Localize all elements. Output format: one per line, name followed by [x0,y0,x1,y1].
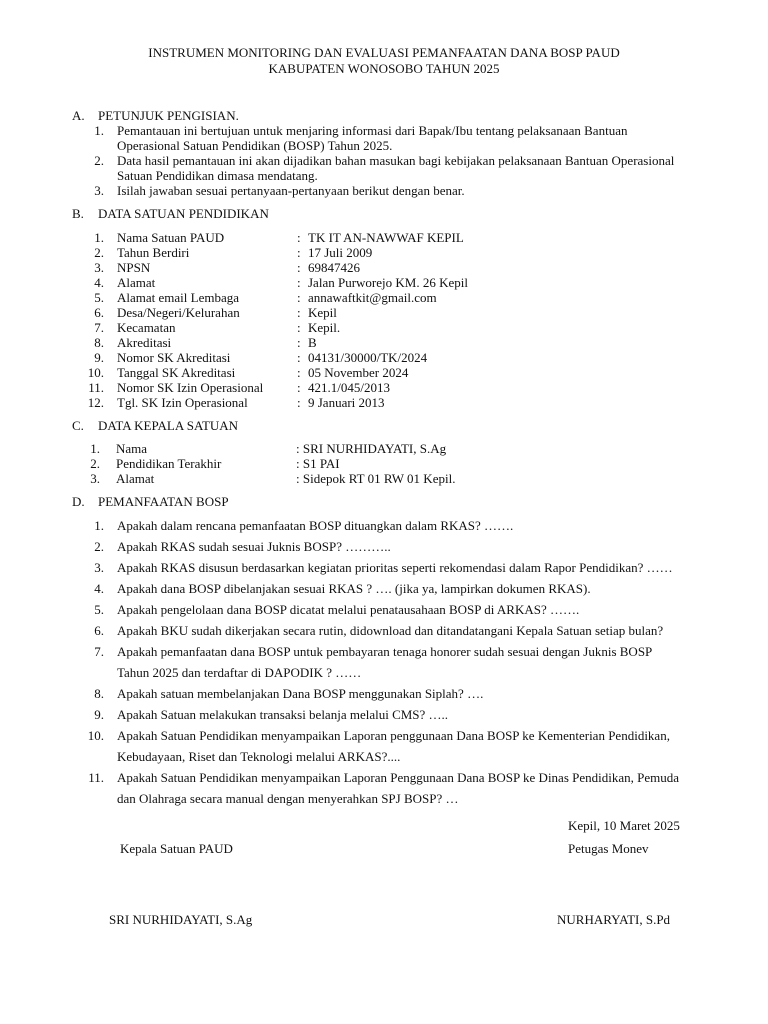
list-item-text: Pemantauan ini bertujuan untuk menjaring informasi dari Bapak/Ibu tentang pelaksanaan Bantuan [117,123,628,138]
list-item-text: Operasional Satuan Pendidikan (BOSP) Tahun 2025. [117,138,393,153]
left-signer-name: SRI NURHIDAYATI, S.Ag [109,912,253,927]
field-number: 7. [94,320,104,335]
field-value: : S1 PAI [296,456,340,471]
section-c-title: DATA KEPALA SATUAN [98,418,239,433]
field-number: 9. [94,350,104,365]
list-item-text: Satuan Pendidikan dimasa mendatang. [117,168,318,183]
question-text: Apakah dana BOSP dibelanjakan sesuai RKAS ? …. (jika ya, lampirkan dokumen RKAS). [117,581,591,596]
field-label: Nama [116,441,148,456]
question-number: 3. [94,560,104,575]
field-label: Nama Satuan PAUD [117,230,225,245]
field-value: 421.1/045/2013 [308,380,390,395]
field-number: 11. [88,380,104,395]
question-text: Apakah Satuan melakukan transaksi belanja melalui CMS? ….. [117,707,449,722]
field-value: Jalan Purworejo KM. 26 Kepil [308,275,468,290]
place-date: Kepil, 10 Maret 2025 [568,818,680,833]
right-signer-role: Petugas Monev [568,841,649,856]
list-item-number: 3. [94,183,104,198]
field-number: 1. [94,230,104,245]
list-item-number: 2. [94,153,104,168]
field-number: 10. [87,365,104,380]
question-number: 9. [94,707,104,722]
list-item-text: Isilah jawaban sesuai pertanyaan-pertanyaan berikut dengan benar. [117,183,465,198]
section-a-title: PETUNJUK PENGISIAN. [98,108,239,123]
question-number: 5. [94,602,104,617]
field-label: Alamat email Lembaga [117,290,240,305]
field-number: 3. [90,471,100,486]
question-text: Apakah RKAS disusun berdasarkan kegiatan prioritas seperti rekomendasi dalam Rapor Pendidikan? …… [117,560,673,575]
section-c-letter: C. [72,418,84,433]
question-text: Tahun 2025 dan terdaftar di DAPODIK ? …… [117,665,362,680]
question-text: Apakah BKU sudah dikerjakan secara rutin, didownload dan ditandatangani Kepala Satuan setiap bulan? [117,623,664,638]
field-colon: : [297,380,301,395]
field-label: Desa/Negeri/Kelurahan [117,305,240,320]
question-text: Apakah Satuan Pendidikan menyampaikan Laporan Penggunaan Dana BOSP ke Dinas Pendidikan, Pemuda [117,770,680,785]
document-title-line1: INSTRUMEN MONITORING DAN EVALUASI PEMANFAATAN DANA BOSP PAUD [148,45,620,60]
field-colon: : [297,245,301,260]
field-colon: : [297,275,301,290]
field-label: Nomor SK Akreditasi [117,350,231,365]
question-number: 10. [87,728,104,743]
field-value: 05 November 2024 [308,365,409,380]
field-colon: : [297,320,301,335]
field-value: B [308,335,317,350]
field-value: : Sidepok RT 01 RW 01 Kepil. [296,471,456,486]
section-a-letter: A. [72,108,85,123]
field-label: Nomor SK Izin Operasional [117,380,264,395]
question-text: dan Olahraga secara manual dengan menyerahkan SPJ BOSP? … [117,791,459,806]
field-colon: : [297,365,301,380]
field-colon: : [297,290,301,305]
section-d-title: PEMANFAATAN BOSP [98,494,229,509]
question-text: Apakah RKAS sudah sesuai Juknis BOSP? ……….. [117,539,391,554]
field-label: Tahun Berdiri [117,245,190,260]
field-colon: : [297,305,301,320]
field-number: 8. [94,335,104,350]
question-number: 2. [94,539,104,554]
field-value: TK IT AN-NAWWAF KEPIL [308,230,464,245]
section-b-letter: B. [72,206,84,221]
question-number: 4. [94,581,104,596]
question-text: Kebudayaan, Riset dan Teknologi melalui ARKAS?.... [117,749,401,764]
question-number: 6. [94,623,104,638]
field-colon: : [297,335,301,350]
question-text: Apakah pemanfaatan dana BOSP untuk pembayaran tenaga honorer sudah sesuai dengan Juknis BOSP [117,644,653,659]
right-signer-name: NURHARYATI, S.Pd [557,912,671,927]
document-title-line2: KABUPATEN WONOSOBO TAHUN 2025 [268,61,500,76]
list-item-number: 1. [94,123,104,138]
question-number: 7. [94,644,104,659]
field-number: 6. [94,305,104,320]
field-label: Akreditasi [117,335,172,350]
field-label: Pendidikan Terakhir [116,456,222,471]
field-colon: : [297,260,301,275]
field-value: Kepil [308,305,337,320]
section-b-title: DATA SATUAN PENDIDIKAN [98,206,269,221]
field-colon: : [297,230,301,245]
question-text: Apakah dalam rencana pemanfaatan BOSP dituangkan dalam RKAS? ……. [117,518,514,533]
field-colon: : [297,395,301,410]
field-label: NPSN [117,260,151,275]
field-label: Alamat [117,275,156,290]
field-number: 4. [94,275,104,290]
field-value: 17 Juli 2009 [308,245,373,260]
field-value: annawaftkit@gmail.com [308,290,437,305]
field-value: 04131/30000/TK/2024 [308,350,428,365]
field-label: Kecamatan [117,320,176,335]
field-number: 3. [94,260,104,275]
section-d-letter: D. [72,494,85,509]
field-number: 5. [94,290,104,305]
field-number: 2. [94,245,104,260]
question-number: 8. [94,686,104,701]
field-number: 12. [87,395,104,410]
field-value: 9 Januari 2013 [308,395,385,410]
field-value: Kepil. [308,320,341,335]
field-colon: : [297,350,301,365]
field-number: 2. [90,456,100,471]
field-label: Tanggal SK Akreditasi [117,365,236,380]
question-text: Apakah Satuan Pendidikan menyampaikan Laporan penggunaan Dana BOSP ke Kementerian Pendidikan, [117,728,670,743]
field-value: 69847426 [308,260,360,275]
field-label: Alamat [116,471,155,486]
question-number: 11. [88,770,104,785]
question-text: Apakah pengelolaan dana BOSP dicatat melalui penatausahaan BOSP di ARKAS? ……. [117,602,580,617]
question-text: Apakah satuan membelanjakan Dana BOSP menggunakan Siplah? …. [117,686,484,701]
list-item-text: Data hasil pemantauan ini akan dijadikan bahan masukan bagi kebijakan pelaksanaan Bantuan Operasional [117,153,675,168]
field-value: : SRI NURHIDAYATI, S.Ag [296,441,447,456]
question-number: 1. [94,518,104,533]
field-number: 1. [90,441,100,456]
left-signer-role: Kepala Satuan PAUD [120,841,233,856]
field-label: Tgl. SK Izin Operasional [117,395,248,410]
